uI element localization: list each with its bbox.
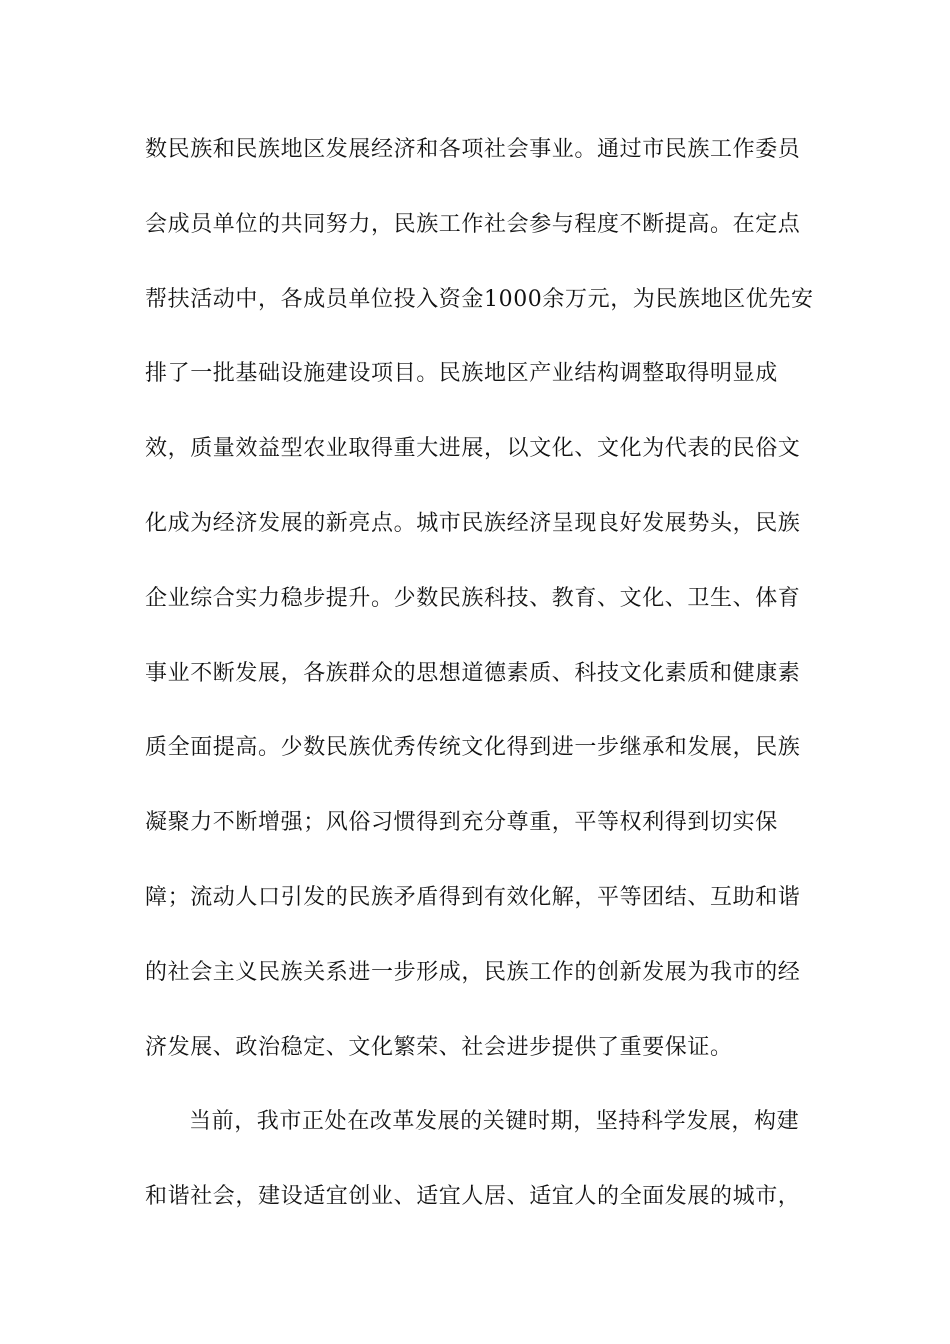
- text-line: 化成为经济发展的新亮点。城市民族经济呈现良好发展势头，民族: [145, 510, 801, 536]
- text-line: 和谐社会，建设适宜创业、适宜人居、适宜人的全面发展的城市，: [145, 1184, 801, 1210]
- text-line: 数民族和民族地区发展经济和各项社会事业。通过市民族工作委员: [145, 137, 801, 162]
- paragraph-first-line: 当前，我市正处在改革发展的关键时期，坚持科学发展，构建: [189, 1109, 800, 1135]
- text-line: 事业不断发展，各族群众的思想道德素质、科技文化素质和健康素: [145, 660, 801, 686]
- text-line: 凝聚力不断增强；风俗习惯得到充分尊重，平等权利得到切实保: [145, 810, 778, 836]
- text-line: 企业综合实力稳步提升。少数民族科技、教育、文化、卫生、体育: [145, 585, 801, 611]
- body-text: [145, 128, 814, 1250]
- text-line: 的社会主义民族关系进一步形成，民族工作的创新发展为我市的经: [145, 959, 801, 985]
- text-line: 济发展、政治稳定、文化繁荣、社会进步提供了重要保证。: [145, 1034, 733, 1060]
- text-line: 会成员单位的共同努力，民族工作社会参与程度不断提高。在定点: [145, 211, 801, 237]
- text-line: 排了一批基础设施建设项目。民族地区产业结构调整取得明显成: [145, 361, 778, 387]
- text-line: 效，质量效益型农业取得重大进展，以文化、文化为代表的民俗文: [145, 436, 801, 462]
- text-line: 帮扶活动中，各成员单位投入资金1000余万元，为民族地区优先安: [145, 286, 814, 312]
- text-line: 障；流动人口引发的民族矛盾得到有效化解，平等团结、互助和谐: [145, 884, 801, 910]
- text-line: 质全面提高。少数民族优秀传统文化得到进一步继承和发展，民族: [145, 735, 801, 761]
